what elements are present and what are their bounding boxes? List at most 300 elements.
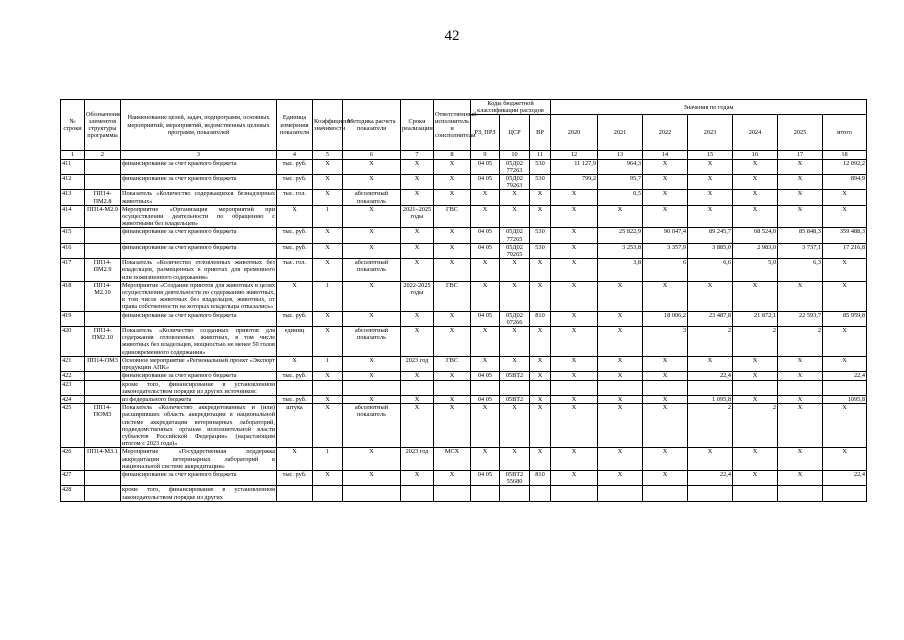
row-number: 416 (61, 243, 85, 258)
coef-cell: X (313, 404, 343, 448)
designation-cell (85, 159, 121, 174)
value-2021: 25 822,9 (598, 228, 643, 243)
value-2025 (778, 486, 823, 501)
value-2024: X (733, 175, 778, 190)
value-2023: X (688, 281, 733, 311)
term-cell: X (401, 243, 434, 258)
coef-cell: X (313, 243, 343, 258)
value-total: 17 216,8 (823, 243, 867, 258)
unit-cell: тыс. руб. (277, 311, 313, 326)
value-2022: X (643, 448, 688, 471)
value-2021: X (598, 470, 643, 485)
value-2022: 90 047,4 (643, 228, 688, 243)
value-2024: 5,0 (733, 259, 778, 282)
term-cell: 2022-2025 годы (401, 281, 434, 311)
term-cell: 2023 год (401, 448, 434, 471)
vr-cell: X (530, 190, 551, 205)
executor-cell: МСХ (434, 448, 471, 471)
table-row (61, 228, 867, 243)
method-cell: X (343, 470, 401, 485)
page-number: 42 (444, 28, 460, 44)
coef-cell (313, 486, 343, 501)
value-total: 1095,8 (823, 395, 867, 403)
value-total: X (823, 356, 867, 371)
method-cell (343, 486, 401, 501)
table-row (61, 356, 867, 371)
name-cell: финансирование за счет краевого бюджета (121, 372, 277, 380)
unit-cell: X (277, 356, 313, 371)
csr-cell (500, 380, 530, 395)
designation-cell (85, 311, 121, 326)
header-2023: 2023 (688, 115, 733, 151)
header-total: итого (823, 115, 867, 151)
name-cell: кроме того, финансирование в установленном законодательством порядке из других (122, 486, 275, 501)
unit-cell: X (277, 205, 313, 228)
table-row (61, 327, 867, 357)
header-coef: Коэффициент значимости (313, 100, 343, 151)
row-number: 421 (61, 356, 85, 371)
vr-cell: X (530, 372, 551, 380)
header-method: Методика расчета показателя (343, 100, 401, 151)
rz-cell: 04 05 (471, 228, 500, 243)
value-2021: X (598, 281, 643, 311)
vr-cell: X (530, 259, 551, 282)
value-2024: 2 983,0 (733, 243, 778, 258)
value-2020: X (551, 243, 598, 258)
rz-cell: 04 05 (471, 470, 500, 485)
value-2024: X (733, 395, 778, 403)
value-2025: X (778, 372, 823, 380)
method-cell: абсолютный показатель (343, 190, 401, 205)
value-2021: X (598, 448, 643, 471)
value-2022: X (643, 205, 688, 228)
coef-cell: 1 (313, 448, 343, 471)
table-row (61, 159, 867, 174)
header-row-no: № строки (61, 100, 85, 151)
vr-cell: 530 (530, 175, 551, 190)
term-cell: X (401, 327, 434, 357)
term-cell: X (401, 259, 434, 282)
term-cell: X (401, 159, 434, 174)
vr-cell: X (530, 205, 551, 228)
csr-cell: X (500, 205, 530, 228)
value-2021: X (598, 372, 643, 380)
value-total: 22,4 (823, 470, 867, 485)
executor-cell: X (434, 190, 471, 205)
value-2020: X (551, 205, 598, 228)
value-2023: 1 095,8 (688, 395, 733, 403)
executor-cell (434, 380, 471, 395)
row-number: 420 (61, 327, 85, 357)
method-cell: X (343, 356, 401, 371)
value-2023: 6,6 (688, 259, 733, 282)
column-number: 18 (823, 151, 867, 159)
executor-cell: ГВС (434, 356, 471, 371)
vr-cell: 530 (530, 243, 551, 258)
value-2022 (643, 380, 688, 395)
unit-cell: тыс. руб. (277, 228, 313, 243)
unit-cell (277, 380, 313, 395)
executor-cell: ГВС (434, 205, 471, 228)
value-2023: 22,4 (688, 372, 733, 380)
term-cell: X (401, 228, 434, 243)
value-total: 22,4 (823, 372, 867, 380)
header-2025: 2025 (778, 115, 823, 151)
executor-cell: X (434, 159, 471, 174)
method-cell: X (343, 281, 401, 311)
value-2025: X (778, 281, 823, 311)
value-2022 (643, 486, 688, 501)
row-number: 427 (61, 470, 85, 485)
name-cell: Показатель «Количество созданных приютов для содержания отловленных животных, в том числе животных без владельцев, мощностью не менее 50 голов единовременного содержания» (122, 327, 276, 356)
value-total: X (823, 404, 867, 448)
value-2023: X (688, 205, 733, 228)
column-number: 4 (277, 151, 313, 159)
header-vr: ВР (530, 115, 551, 151)
value-2020 (551, 486, 598, 501)
column-number: 16 (733, 151, 778, 159)
row-number: 415 (61, 228, 85, 243)
column-number: 5 (313, 151, 343, 159)
designation-cell (85, 486, 121, 501)
value-total: X (823, 281, 867, 311)
executor-cell (434, 486, 471, 501)
value-2022: X (643, 190, 688, 205)
table-row (61, 281, 867, 311)
name-cell: финансирование за счет краевого бюджета (121, 470, 277, 485)
executor-cell: X (434, 470, 471, 485)
rz-cell: 04 05 (471, 311, 500, 326)
value-2025: X (778, 448, 823, 471)
csr-cell: 05ВТ2 (500, 372, 530, 380)
designation-cell: ПП14-М3.1 (85, 448, 121, 471)
csr-cell: 05Д02 77263 (500, 159, 530, 174)
name-cell: финансирование за счет краевого бюджета (121, 243, 277, 258)
value-2022: 3 (643, 327, 688, 357)
executor-cell: X (434, 259, 471, 282)
value-2020: X (551, 448, 598, 471)
header-values-by-year: Значения по годам (551, 100, 867, 115)
value-2023 (688, 486, 733, 501)
method-cell: X (343, 243, 401, 258)
executor-cell: X (434, 372, 471, 380)
value-2024: X (733, 448, 778, 471)
value-2023: 2 (688, 327, 733, 357)
csr-cell (500, 486, 530, 501)
column-number: 6 (343, 151, 401, 159)
value-2020: X (551, 327, 598, 357)
header-2024: 2024 (733, 115, 778, 151)
csr-cell: X (500, 190, 530, 205)
value-2024: 21 872,1 (733, 311, 778, 326)
value-2021: 3 253,8 (598, 243, 643, 258)
value-2023: 89 245,7 (688, 228, 733, 243)
row-number: 412 (61, 175, 85, 190)
designation-cell (85, 175, 121, 190)
table-row (61, 243, 867, 258)
rz-cell: X (471, 356, 500, 371)
vr-cell: 810 (530, 470, 551, 485)
rz-cell: X (471, 404, 500, 448)
header-budget-codes: Коды бюджетной классификации расходов (471, 100, 551, 115)
name-cell: Показатель «Количество содержащихся безнадзорных животных» (122, 190, 275, 205)
unit-cell: тыс. руб. (277, 395, 313, 403)
value-2024: 2 (733, 327, 778, 357)
row-number: 413 (61, 190, 85, 205)
coef-cell (313, 380, 343, 395)
table-row (61, 395, 867, 403)
rz-cell (471, 380, 500, 395)
executor-cell: X (434, 404, 471, 448)
coef-cell: X (313, 311, 343, 326)
rz-cell: 04 05 (471, 372, 500, 380)
name-cell: кроме того, финансирование в установленном законодательством порядке из других источников: (122, 380, 275, 395)
name-cell: Основное мероприятие «Региональный проект «Экспорт продукции АПК» (122, 356, 275, 372)
value-2020: X (551, 281, 598, 311)
value-2022: X (643, 372, 688, 380)
value-2024 (733, 486, 778, 501)
column-number: 14 (643, 151, 688, 159)
value-2023: X (688, 448, 733, 471)
coef-cell: X (313, 327, 343, 357)
table-row (61, 372, 867, 380)
unit-cell: штука (277, 404, 313, 448)
header-rz: РЗ, ПРЗ (471, 115, 500, 151)
term-cell: X (401, 175, 434, 190)
program-table (60, 99, 867, 502)
rz-cell: X (471, 327, 500, 357)
coef-cell: X (313, 372, 343, 380)
csr-cell: 05Д02 07266 (500, 311, 530, 326)
value-total: X (823, 190, 867, 205)
designation-cell (85, 470, 121, 485)
method-cell: X (343, 372, 401, 380)
method-cell: X (343, 205, 401, 228)
value-2024: X (733, 372, 778, 380)
column-number: 15 (688, 151, 733, 159)
csr-cell: X (500, 327, 530, 357)
term-cell: 2021–2025 годы (401, 205, 434, 228)
value-total (823, 380, 867, 395)
value-total: X (823, 259, 867, 282)
coef-cell: X (313, 159, 343, 174)
header-csr: ЦСР (500, 115, 530, 151)
executor-cell: X (434, 327, 471, 357)
coef-cell: 1 (313, 205, 343, 228)
value-2020: X (551, 356, 598, 371)
header-designation: Обозначение элементов структуры программы (85, 100, 121, 151)
csr-cell: 05Д02 79263 (500, 175, 530, 190)
vr-cell: X (530, 395, 551, 403)
table-row (61, 380, 867, 395)
value-2023 (688, 380, 733, 395)
coef-cell: 1 (313, 281, 343, 311)
designation-cell: ПП14-ОМ3 (85, 356, 121, 371)
rz-cell: 04 05 (471, 395, 500, 403)
header-unit: Единица измерения показателя (277, 100, 313, 151)
value-2021: X (598, 327, 643, 357)
method-cell: абсолютный показатель (343, 327, 401, 357)
designation-cell (85, 372, 121, 380)
value-2020: 11 127,9 (551, 159, 598, 174)
method-cell: абсолютный показатель (343, 259, 401, 282)
term-cell: X (401, 470, 434, 485)
column-number: 17 (778, 151, 823, 159)
value-2024 (733, 380, 778, 395)
name-cell: финансирование за счет краевого бюджета (121, 159, 277, 174)
unit-cell: тыс. руб. (277, 175, 313, 190)
value-2024: X (733, 190, 778, 205)
value-2020: X (551, 470, 598, 485)
executor-cell: X (434, 311, 471, 326)
row-number: 424 (61, 395, 85, 403)
method-cell: X (343, 448, 401, 471)
value-total: X (823, 327, 867, 357)
designation-cell: ПП14-М2.9 (85, 205, 121, 228)
value-2020: 799,2 (551, 175, 598, 190)
value-2024: 2 (733, 404, 778, 448)
name-cell: Мероприятие «Государственная поддержка аккредитации ветеринарных лабораторий в национальной системе аккредитации» (122, 448, 275, 470)
rz-cell: 04 05 (471, 243, 500, 258)
vr-cell: X (530, 356, 551, 371)
row-number: 428 (61, 486, 85, 501)
value-2023: 22,4 (688, 470, 733, 485)
coef-cell: 1 (313, 356, 343, 371)
term-cell: 2023 год (401, 356, 434, 371)
vr-cell: 810 (530, 311, 551, 326)
term-cell: X (401, 190, 434, 205)
column-number: 9 (471, 151, 500, 159)
value-2022: X (643, 356, 688, 371)
vr-cell: 530 (530, 159, 551, 174)
designation-cell (85, 395, 121, 403)
rz-cell: X (471, 448, 500, 471)
value-2025: 2 (778, 327, 823, 357)
vr-cell: X (530, 281, 551, 311)
column-number: 1 (61, 151, 85, 159)
value-2021: X (598, 404, 643, 448)
csr-cell: 05ВТ2 55680 (500, 470, 530, 485)
executor-cell: ГВС (434, 281, 471, 311)
value-2021: X (598, 205, 643, 228)
vr-cell: X (530, 448, 551, 471)
value-2024: X (733, 281, 778, 311)
unit-cell: тыс. гол. (277, 190, 313, 205)
value-2021: 3,8 (598, 259, 643, 282)
row-number: 414 (61, 205, 85, 228)
value-2025: 3 737,1 (778, 243, 823, 258)
csr-cell: 05Д02 77265 (500, 228, 530, 243)
name-cell: из федерального бюджета (121, 395, 277, 403)
value-2025: X (778, 175, 823, 190)
value-2020: X (551, 372, 598, 380)
vr-cell: 530 (530, 228, 551, 243)
vr-cell (530, 486, 551, 501)
value-2024: X (733, 356, 778, 371)
value-2020: X (551, 404, 598, 448)
method-cell (343, 380, 401, 395)
csr-cell: X (500, 404, 530, 448)
value-2021: X (598, 395, 643, 403)
csr-cell: X (500, 356, 530, 371)
value-2020: X (551, 259, 598, 282)
unit-cell: X (277, 448, 313, 471)
designation-cell: ПП14-ПОМ3 (85, 404, 121, 448)
vr-cell: X (530, 327, 551, 357)
row-number: 417 (61, 259, 85, 282)
row-number: 418 (61, 281, 85, 311)
rz-cell (471, 486, 500, 501)
table-row (61, 205, 867, 228)
designation-cell: ПП14-ПМ2.8 (85, 190, 121, 205)
value-2023: X (688, 159, 733, 174)
term-cell: X (401, 372, 434, 380)
value-2022: X (643, 281, 688, 311)
rz-cell: X (471, 205, 500, 228)
value-2023: X (688, 190, 733, 205)
row-number: 411 (61, 159, 85, 174)
value-2023: 3 885,0 (688, 243, 733, 258)
column-number: 13 (598, 151, 643, 159)
value-2025: X (778, 395, 823, 403)
value-2023: 23 487,8 (688, 311, 733, 326)
column-number: 10 (500, 151, 530, 159)
value-total: 12 092,2 (823, 159, 867, 174)
csr-cell: 05ВТ2 (500, 395, 530, 403)
term-cell: X (401, 395, 434, 403)
unit-cell: тыс. руб. (277, 470, 313, 485)
value-2020: X (551, 311, 598, 326)
csr-cell: X (500, 281, 530, 311)
table-header (61, 100, 867, 160)
row-number: 426 (61, 448, 85, 471)
rz-cell: X (471, 281, 500, 311)
designation-cell: ПП14-М2.10 (85, 281, 121, 311)
unit-cell: тыс. руб. (277, 372, 313, 380)
value-2025: X (778, 190, 823, 205)
value-2021: 964,3 (598, 159, 643, 174)
header-2020: 2020 (551, 115, 598, 151)
method-cell: X (343, 311, 401, 326)
column-number-row (61, 151, 867, 159)
value-2024: 68 524,0 (733, 228, 778, 243)
value-2020: X (551, 395, 598, 403)
value-2022: X (643, 404, 688, 448)
rz-cell: 04 05 (471, 159, 500, 174)
value-2021: X (598, 311, 643, 326)
name-cell: Мероприятие «Организация мероприятий при осуществлении деятельности по обращению с животными без владельцев» (122, 205, 275, 228)
unit-cell (277, 486, 313, 501)
method-cell: абсолютный показатель (343, 404, 401, 448)
value-2021: X (598, 356, 643, 371)
row-number: 423 (61, 380, 85, 395)
rz-cell: 04 05 (471, 175, 500, 190)
value-total: 85 959,8 (823, 311, 867, 326)
column-number: 12 (551, 151, 598, 159)
name-cell: Показатель «Количество аккредитованных и (или) расширивших область аккредитации в национальной системе аккредитации ветеринарных лабораторий, подведомственных органам исполнительной власти субъектов Российской Федерации» (нарастающим итогом с 2023 года)» (122, 404, 275, 448)
column-number: 7 (401, 151, 434, 159)
designation-cell: ПП14-ПМ2.10 (85, 327, 121, 357)
designation-cell (85, 243, 121, 258)
value-2025: 22 593,7 (778, 311, 823, 326)
name-cell: финансирование за счет краевого бюджета (121, 175, 277, 190)
designation-cell: ПП14-ПМ2.9 (85, 259, 121, 282)
table-row (61, 175, 867, 190)
value-2022: X (643, 470, 688, 485)
method-cell: X (343, 395, 401, 403)
executor-cell: X (434, 175, 471, 190)
column-number: 8 (434, 151, 471, 159)
